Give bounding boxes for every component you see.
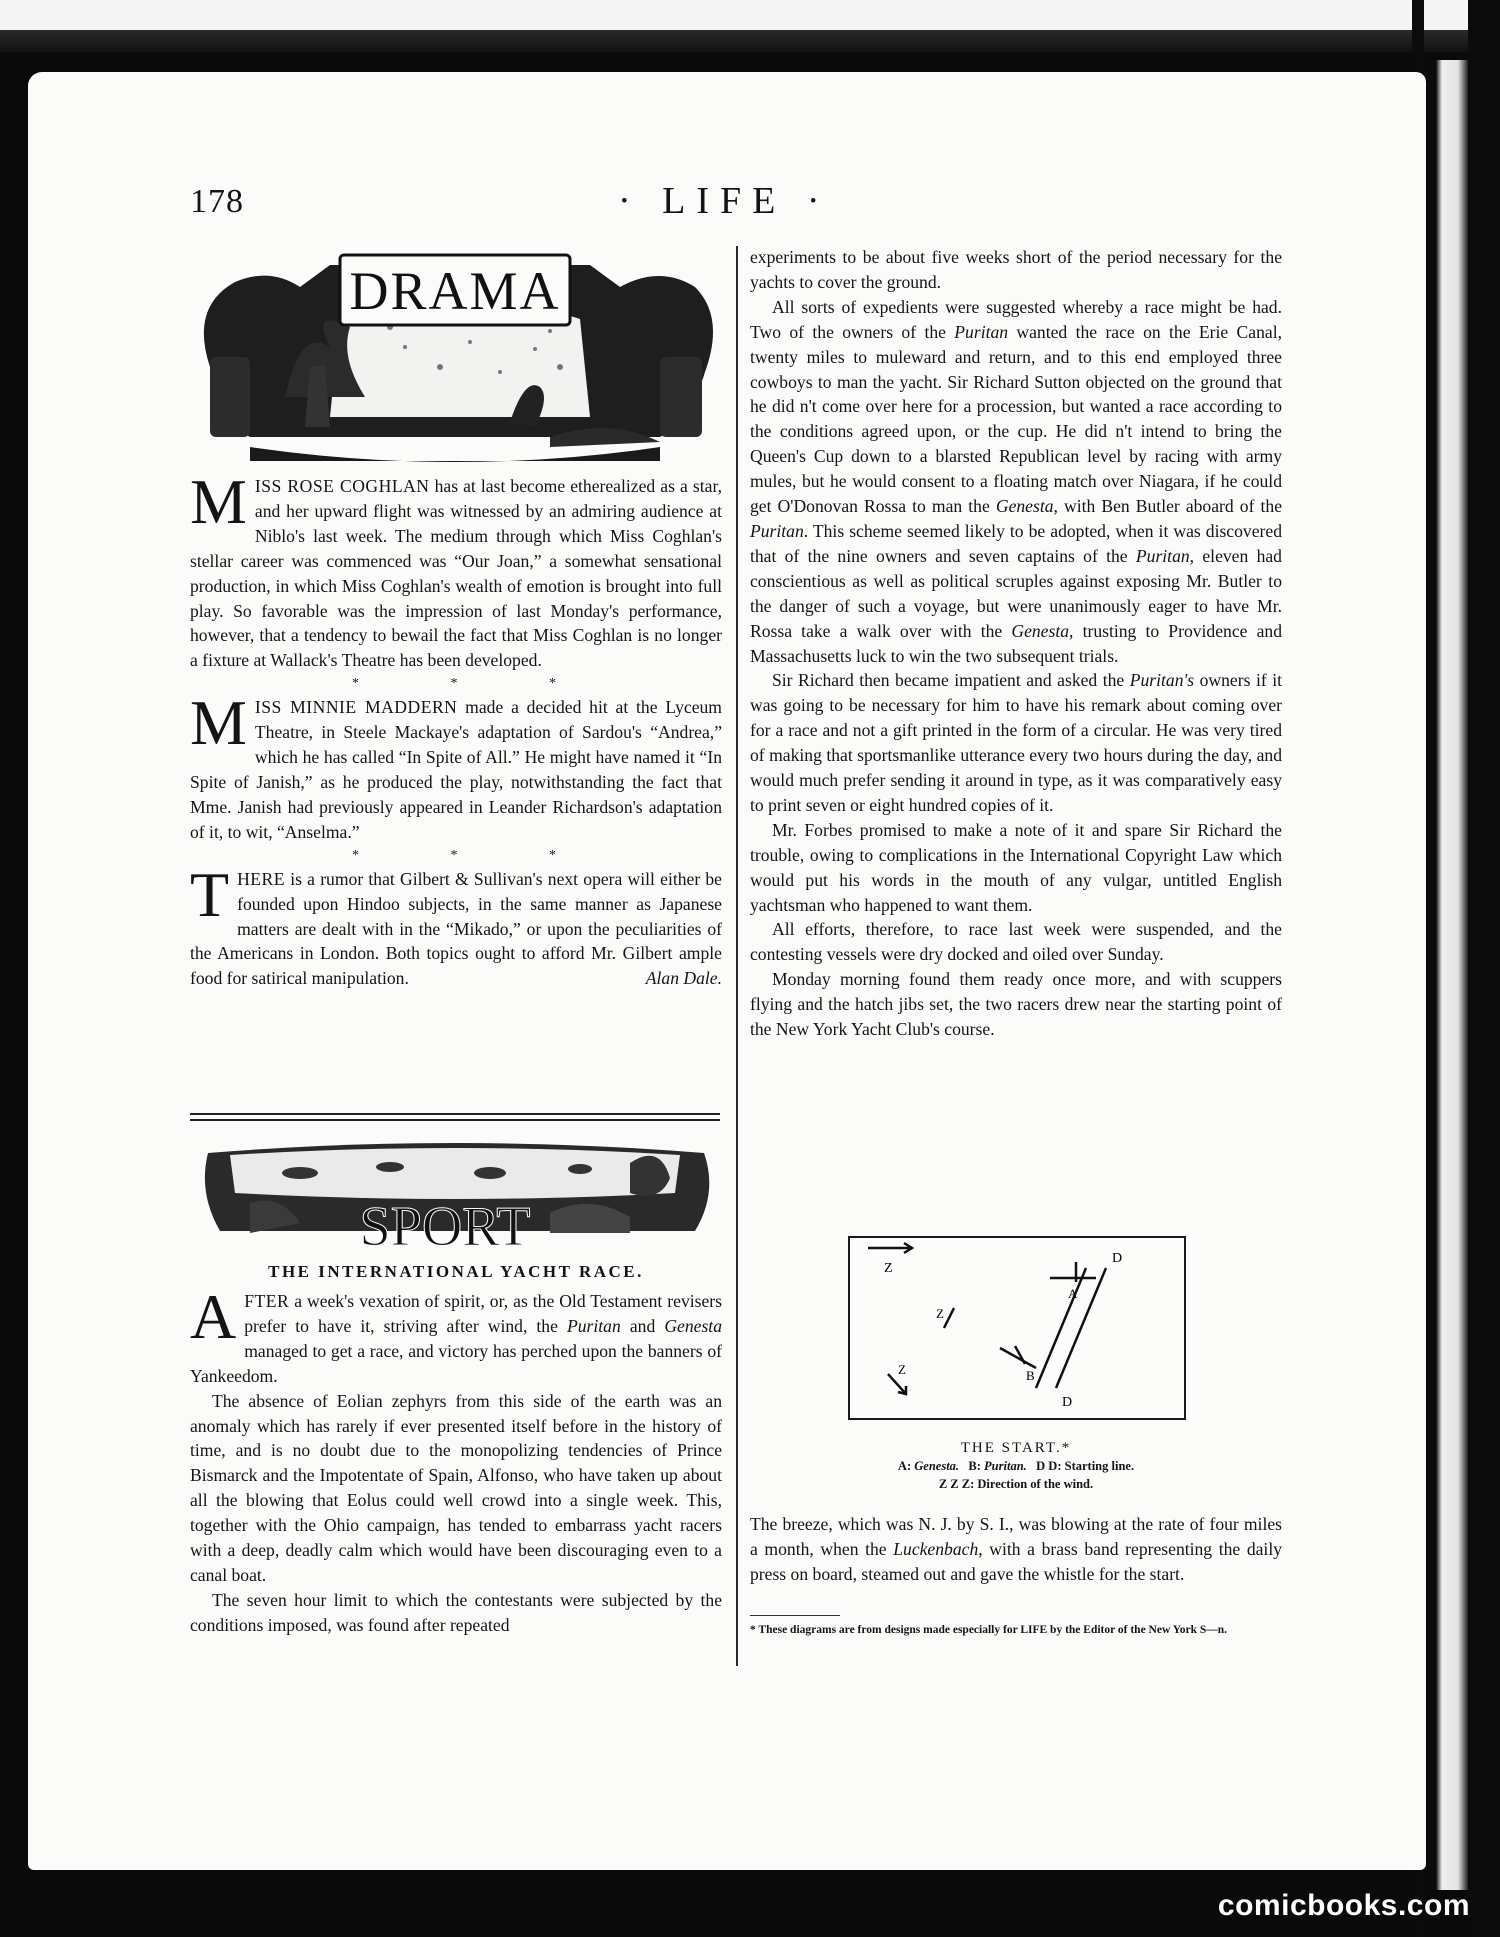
paragraph-text: , with a brass band representing the daily press on board, steamed out and gave the whistle for the start. — [750, 1538, 1283, 1584]
diagram-legend-1 — [750, 1457, 1282, 1475]
paragraph-text: All sorts of expedients were suggested whereby a race might be had. Two of the owners of the — [750, 296, 1282, 342]
watermark: comicbooks.com — [1217, 1889, 1470, 1922]
paragraph-text: , with Ben Butler aboard of the — [1053, 496, 1283, 517]
drop-cap: A — [190, 1281, 237, 1352]
yacht-name: Puritan — [567, 1315, 621, 1336]
paragraph-text: wanted the race on the Erie Canal, twenty miles to muleward and return, and to this end employed three cowboys to man the yacht. Sir Richard Sutton objected on the ground that he did n't come over here for a procession, but wanted a race according to the conditions agreed upon, or the cup. He did n't intend to bring the Queen's Cup down to a blarsted Republican level by racing with army mules, but he would consent to a floating match over Niagara, if he could get O'Donovan Rossa to man the — [750, 321, 1282, 517]
footnote: * These diagrams are from designs made especially for LIFE by the Editor of the New York S—n. — [750, 1624, 1228, 1636]
drama-paragraph-3 — [190, 858, 722, 992]
diagram-caption — [750, 1440, 1282, 1493]
yacht-name: Genesta — [1011, 620, 1070, 641]
start-diagram — [848, 1236, 1186, 1420]
paragraph-text: , trusting to Providence and Massachusetts luck to win the two subsequent trials. — [750, 620, 1282, 666]
legend-text: B: — [959, 1459, 985, 1473]
paragraph-text: is a rumor that Gilbert & Sullivan's next opera will either be founded upon Hindoo subjects, in the same manner as Japanese matters are dealt with in the “Mikado,” or upon the peculiarities of the Americans in London. Both topics ought to afford Mr. Gilbert ample food for satirical manipulation. — [190, 868, 722, 989]
sport-column — [190, 1281, 722, 1638]
yacht-name: Genesta — [995, 496, 1054, 517]
legend-text: D D: Starting line. — [1026, 1459, 1135, 1473]
legend-text: A: — [897, 1459, 915, 1473]
right-column — [750, 245, 1282, 1042]
legend-yacht: Puritan. — [984, 1459, 1027, 1473]
diagram-label-z-2: Z — [936, 1306, 944, 1321]
right-paragraph-7 — [750, 1512, 1282, 1587]
footnote-rule — [750, 1615, 840, 1616]
drop-cap: M — [190, 466, 247, 537]
paragraph-text: managed to get a race, and victory has perched upon the banners of Yankeedom. — [190, 1340, 722, 1386]
paragraph-text: a week's vexation of spirit, or, as the Old Testament revisers prefer to have it, striving after wind, the — [244, 1291, 722, 1336]
drop-cap: M — [190, 687, 247, 759]
sport-vignette — [190, 1133, 722, 1251]
drama-banner-title: DRAMA — [349, 261, 561, 321]
diagram-title: THE START.* — [960, 1440, 1072, 1456]
sport-paragraph-2: The absence of Eolian zephyrs from this side of the earth was an anomaly which has rarely if ever presented itself before in the history of time, and is no doubt due to the monopolizing tendencies of Prince Bismarck and the Impotentate of Spain, Alfonso, who have taken up about all the blowing that Eolus could well crowd into a single week. This, together with the Ohio campaign, has tended to embarrass yacht racers with a deep, deadly calm which would have been discouraging even to a canal boat. — [190, 1390, 722, 1585]
right-paragraph-5: All efforts, therefore, to race last week were suspended, and the contesting vessels were dry docked and oiled over Sunday. — [750, 919, 1282, 965]
boat-name: Luckenbach — [893, 1538, 979, 1559]
paragraph-text: . This scheme seemed likely to be adopted, when it was discovered that of the nine owners and seven captains of the — [750, 520, 1282, 566]
next-page-edge — [1428, 60, 1468, 1890]
legend-yacht: Genesta. — [914, 1459, 960, 1473]
paragraph-text: made a decided hit at the Lyceum Theatre, in Steele Mackaye's adaptation of Sardou's “Andrea,” which he has called “In Spite of All.” He might have named it “In Spite of Janish,” as he produced the play, notwithstanding the fact that Mme. Janish had previously appeared in Leander Richardson's adaptation of it, to wit, “Anselma.” — [190, 697, 722, 842]
scan-border-far-right — [1468, 0, 1500, 1937]
diagram-label-d-bottom: D — [1062, 1395, 1073, 1410]
sport-banner-title: SPORT — [359, 1196, 531, 1251]
top-scan-edge — [0, 0, 1500, 52]
lead-words: HERE — [237, 868, 286, 889]
diagram-drawing — [850, 1238, 1184, 1418]
drama-paragraph-2 — [190, 687, 722, 844]
right-paragraph-4: Mr. Forbes promised to make a note of it and spare Sir Richard the trouble, owing to complications in the International Copyright Law which would put his words in the mouth of any vulgar, untitled English yachtsman who happened to want them. — [750, 819, 1282, 915]
drama-illustration — [190, 247, 722, 469]
diagram-legend-2: Z Z Z: Direction of the wind. — [938, 1477, 1094, 1491]
section-separator: * * * — [352, 676, 600, 692]
right-paragraph-1: experiments to be about five weeks short of the period necessary for the yachts to cover the ground. — [750, 247, 1282, 292]
diagram-label-b: B — [1026, 1368, 1035, 1383]
yacht-name: Puritan — [750, 520, 804, 541]
article-heading: THE INTERNATIONAL YACHT RACE. — [268, 1262, 644, 1281]
paragraph-text: owners if it was going to be necessary for him to have his remark about coming over for a race and not a gift printed in the form of a circular. He was very tired of making that sportsmanlike utterance every two hours during the day, and would much prefer sending it around in type, as it was comparatively easy to print seven or eight hundred copies of it. — [750, 670, 1282, 815]
page-number: 178 — [190, 183, 244, 220]
section-separator: * * * — [352, 847, 600, 863]
page-header — [190, 180, 1290, 227]
right-column-continued — [750, 1512, 1282, 1587]
paragraph-text: and — [620, 1315, 665, 1336]
yacht-name: Genesta — [664, 1315, 722, 1336]
sport-illustration — [190, 1133, 722, 1251]
diagram-label-z-1: Z — [884, 1261, 893, 1276]
diagram-label-a: A — [1068, 1286, 1078, 1301]
paragraph-text: , eleven had conscientious as well as political scruples against exposing Mr. Butler to the danger of such a voyage, but were unanimously eager to have Mr. Rossa take a walk over with the — [750, 545, 1282, 641]
lead-words: ISS MINNIE MADDERN — [254, 697, 458, 718]
yacht-name: Puritan's — [1129, 670, 1195, 691]
diagram-label-d-top: D — [1112, 1251, 1123, 1266]
magazine-title: · LIFE · — [618, 180, 831, 222]
sport-paragraph-1 — [190, 1281, 722, 1389]
paragraph-text: Sir Richard then became impatient and asked the — [772, 670, 1130, 691]
drama-column — [190, 466, 722, 991]
right-paragraph-2 — [750, 295, 1282, 669]
diagram-label-z-3: Z — [898, 1362, 906, 1377]
paragraph-text: has at last become etherealized as a star, and her upward flight was witnessed by an admiring audience at Niblo's last week. The medium through which Miss Coghlan's stellar career was commenced was “Our Joan,” a somewhat sensational production, in which Miss Coghlan's wealth of emotion is brought into full play. So favorable was the impression of last Monday's performance, however, that a tendency to bewail the fact that Miss Coghlan is no longer a fixture at Wallack's Theatre has been developed. — [190, 476, 722, 671]
yacht-name: Puritan — [954, 321, 1009, 342]
right-paragraph-6: Monday morning found them ready once more, and with scuppers flying and the hatch jibs set, the two racers drew near the starting point of the New York Yacht Club's course. — [750, 969, 1282, 1040]
right-paragraph-3 — [750, 668, 1282, 817]
yacht-name: Puritan — [1135, 545, 1190, 566]
drama-vignette — [190, 247, 722, 469]
drop-cap: T — [190, 858, 230, 930]
sport-paragraph-3: The seven hour limit to which the contestants were subjected by the conditions imposed, was found after repeated — [190, 1589, 722, 1635]
column-rule — [736, 246, 738, 1666]
lead-words: ISS ROSE COGHLAN — [254, 476, 430, 496]
section-divider — [190, 1113, 720, 1121]
author-signature: Alan Dale. — [645, 968, 722, 989]
lead-words: FTER — [244, 1291, 290, 1311]
paragraph-text: The breeze, which was N. J. by S. I., was blowing at the rate of four miles a month, when the — [750, 1514, 1282, 1559]
drama-paragraph-1 — [190, 466, 722, 673]
